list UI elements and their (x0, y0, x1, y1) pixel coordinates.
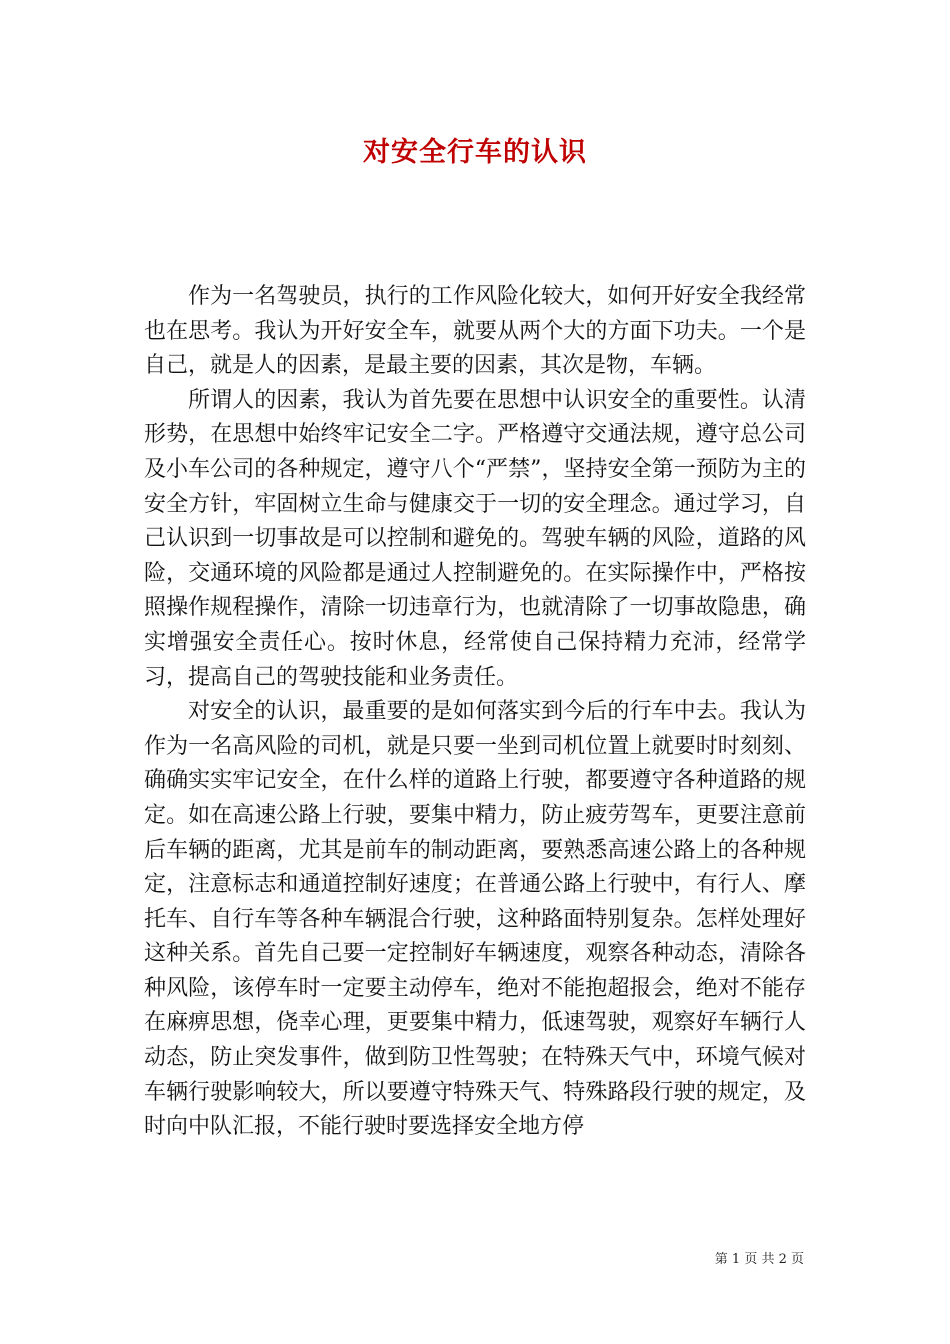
paragraph-3: 对安全的认识，最重要的是如何落实到今后的行车中去。我认为作为一名高风险的司机，就是只要一坐到司机位置上就要时时刻刻、确确实实牢记安全，在什么样的道路上行驶，都要遵守各种道路的规定。如在高速公路上行驶，要集中精力，防止疲劳驾车，更要注意前后车辆的距离，尤其是前车的制动距离，要熟悉高速公路上的各种规定，注意标志和通道控制好速度；在普通公路上行驶中，有行人、摩托车、自行车等各种车辆混合行驶，这种路面特别复杂。怎样处理好这种关系。首先自己要一定控制好车辆速度，观察各种动态，清除各种风险，该停车时一定要主动停车，绝对不能抱超报会，绝对不能存在麻痹思想，侥幸心理，更要集中精力，低速驾驶，观察好车辆行人动态，防止突发事件，做到防卫性驾驶；在特殊天气中，环境气候对车辆行驶影响较大，所以要遵守特殊天气、特殊路段行驶的规定，及时向中队汇报，不能行驶时要选择安全地方停 (144, 699, 806, 1140)
paragraph-2: 所谓人的因素，我认为首先要在思想中认识安全的重要性。认清形势，在思想中始终牢记安全二字。严格遵守交通法规，遵守总公司及小车公司的各种规定，遵守八个“严禁”，坚持安全第一预防为主的安全方针，牢固树立生命与健康交于一切的安全理念。通过学习，自己认识到一切事故是可以控制和避免的。驾驶车辆的风险，道路的风险，交通环境的风险都是通过人控制避免的。在实际操作中，严格按照操作规程操作，清除一切违章行为，也就清除了一切事故隐患，确实增强安全责任心。按时休息，经常使自己保持精力充沛，经常学习，提高自己的驾驶技能和业务责任。 (144, 387, 806, 690)
document-body (144, 280, 806, 1145)
page-number: 第 1 页 共 2 页 (714, 1252, 804, 1267)
paragraph-1: 作为一名驾驶员，执行的工作风险化较大，如何开好安全我经常也在思考。我认为开好安全车，就要从两个大的方面下功夫。一个是自己，就是人的因素，是最主要的因素，其次是物，车辆。 (144, 284, 806, 379)
document-title: 对安全行车的认识 (363, 137, 587, 168)
